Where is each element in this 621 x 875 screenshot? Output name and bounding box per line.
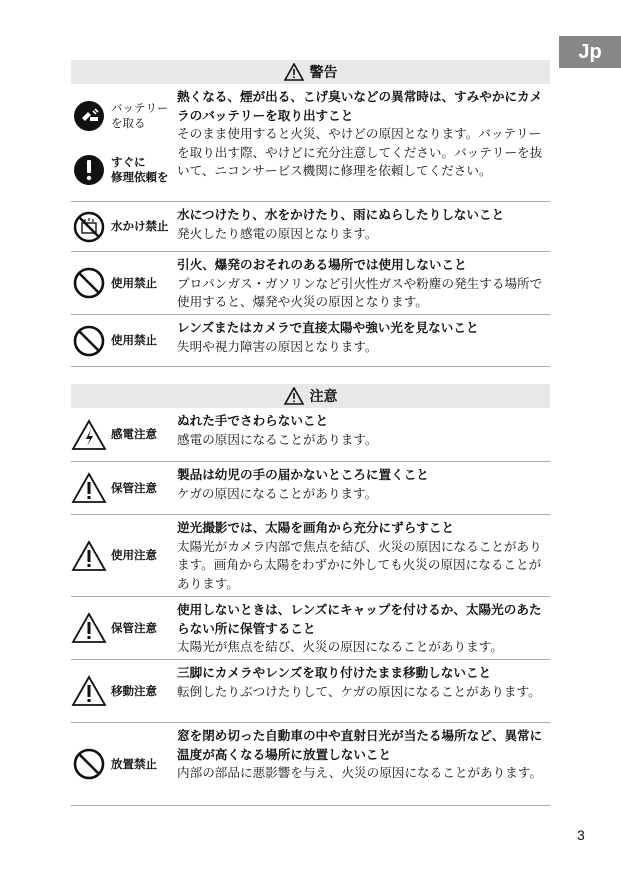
warning-triangle-icon — [284, 63, 304, 81]
warning-section — [71, 60, 550, 367]
row-body: 太陽光が焦点を結び、火災の原因になることがあります。 — [177, 639, 503, 654]
row-heading: レンズまたはカメラで直接太陽や強い光を見ないこと — [177, 320, 479, 335]
caution-section — [71, 384, 550, 806]
row-body: ケガの原因になることがあります。 — [177, 485, 378, 501]
caution-triangle-icon — [71, 470, 107, 506]
row-body: 感電の原因になることがあります。 — [177, 431, 378, 447]
row-body: プロパンガス・ガソリンなど引火性ガスや粉塵の発生する場所で使用すると、爆発や火災の原因となります。 — [177, 275, 543, 309]
row-body: 発火したり感電の原因となります。 — [177, 225, 378, 241]
row-body: 転倒したりぶつけたりして、ケガの原因になることがあります。 — [177, 683, 541, 699]
page-number: 3 — [577, 827, 585, 843]
moving-caution-label: 移動注意 — [111, 683, 157, 698]
prohibited-label: 使用禁止 — [111, 275, 157, 290]
no-water-icon — [71, 209, 107, 245]
caution-triangle-icon — [71, 538, 107, 574]
remove-battery-label: バッテリー を取る — [111, 100, 169, 130]
caution-row — [71, 515, 550, 597]
warning-row — [71, 84, 550, 202]
row-heading: 逆光撮影では、太陽を画角から充分にずらすこと — [177, 520, 455, 535]
electric-shock-label: 感電注意 — [111, 427, 157, 441]
row-heading: 熱くなる、煙が出る、こげ臭いなどの異常時は、すみやかにカメラのバッテリーを取り出すこと — [177, 89, 543, 123]
repair-request-label: すぐに 修理依頼を — [111, 154, 169, 184]
caution-triangle-icon — [71, 610, 107, 646]
prohibited-icon — [71, 746, 107, 782]
row-body: 内部の部品に悪影響を与え、火災の原因になることがあります。 — [177, 765, 542, 780]
usage-caution-label: 使用注意 — [111, 548, 157, 562]
row-heading: 水につけたり、水をかけたり、雨にぬらしたりしないこと — [177, 207, 505, 222]
leave-prohibited-label: 放置禁止 — [111, 756, 157, 771]
prohibited-icon — [71, 265, 107, 301]
warning-title: 警告 — [309, 65, 338, 81]
electric-shock-triangle-icon — [71, 417, 107, 453]
caution-row — [71, 408, 550, 462]
caution-row — [71, 462, 550, 515]
warning-row — [71, 315, 550, 367]
row-body: 失明や視力障害の原因となります。 — [177, 338, 378, 354]
row-heading: 窓を閉め切った自動車の中や直射日光が当たる場所など、異常に温度が高くなる場所に放置しないこと — [177, 728, 543, 762]
prohibited-label: 使用禁止 — [111, 333, 157, 347]
prohibited-icon — [71, 323, 107, 359]
storage-caution-label: 保管注意 — [111, 620, 157, 635]
caution-row — [71, 597, 550, 660]
row-heading: ぬれた手でさわらないこと — [177, 413, 329, 428]
remove-battery-icon — [71, 98, 107, 134]
caution-row — [71, 723, 550, 806]
caution-row — [71, 660, 550, 723]
row-body: そのまま使用すると火災、やけどの原因となります。バッテリーを取り出す際、やけどに充分注意してください。バッテリーを抜いて、ニコンサービス機関に修理を依頼してください。 — [177, 126, 543, 178]
caution-title: 注意 — [309, 389, 338, 405]
warning-row — [71, 202, 550, 252]
caution-header — [71, 384, 550, 408]
exclamation-circle-icon — [71, 152, 107, 188]
row-heading: 製品は幼児の手の届かないところに置くこと — [177, 467, 429, 482]
caution-triangle-icon — [71, 673, 107, 709]
language-tab: Jp — [559, 36, 621, 68]
warning-row — [71, 252, 550, 315]
row-heading: 三脚にカメラやレンズを取り付けたまま移動しないこと — [177, 665, 492, 680]
storage-caution-label: 保管注意 — [111, 480, 157, 495]
row-heading: 使用しないときは、レンズにキャップを付けるか、太陽光のあたらない所に保管すること — [177, 602, 542, 636]
warning-header — [71, 60, 550, 84]
row-heading: 引火、爆発のおそれのある場所では使用しないこと — [177, 257, 467, 272]
caution-triangle-icon — [284, 387, 304, 405]
row-body: 太陽光がカメラ内部で焦点を結び、火災の原因になることがあります。画角から太陽をわずかに外しても火災の原因になることがあります。 — [177, 538, 542, 591]
no-water-label: 水かけ禁止 — [111, 219, 169, 233]
